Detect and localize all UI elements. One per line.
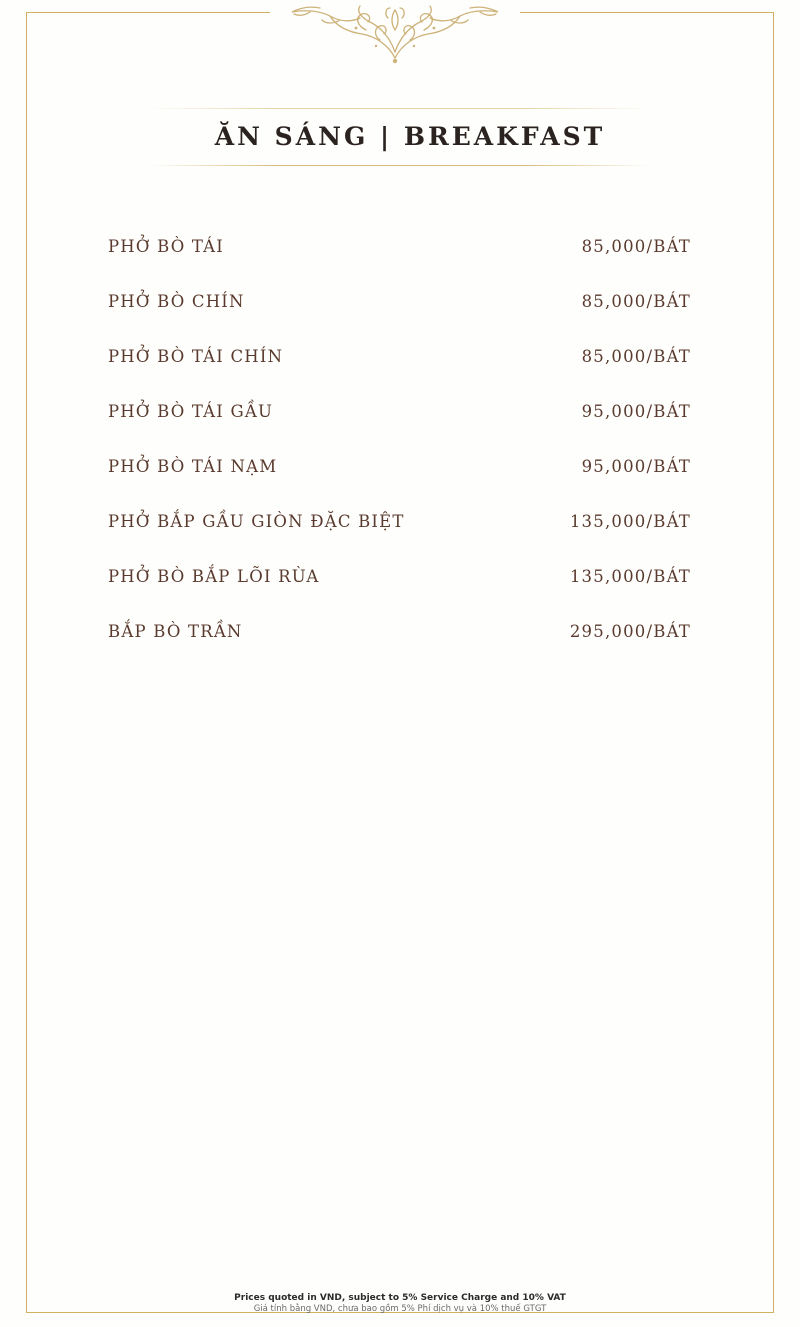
menu-item: [108, 621, 691, 676]
menu-item: [108, 236, 691, 291]
item-name: PHỞ BÒ TÁI CHÍN: [108, 347, 284, 366]
item-price: 95,000/BÁT: [581, 457, 691, 476]
item-price: 135,000/BÁT: [569, 567, 691, 586]
menu-item: [108, 291, 691, 346]
footnote-english: Prices quoted in VND, subject to 5% Service Charge and 10% VAT: [234, 1293, 566, 1303]
menu-item: [108, 456, 691, 511]
item-price: 85,000/BÁT: [581, 347, 691, 366]
heading-bottom-rule: [150, 165, 650, 166]
menu-item: [108, 346, 691, 401]
item-name: PHỞ BÒ TÁI NẠM: [108, 457, 278, 476]
item-price: 95,000/BÁT: [581, 402, 691, 421]
menu-item: [108, 566, 691, 621]
menu-item: [108, 511, 691, 566]
menu-list: [108, 236, 691, 676]
footnote-vietnamese: Giá tính bằng VND, chưa bao gồm 5% Phí dịch vụ và 10% thuế GTGT: [253, 1304, 547, 1314]
gold-filigree-ornament-icon: [270, 0, 520, 66]
item-price: 85,000/BÁT: [581, 237, 691, 256]
item-name: PHỞ BÒ CHÍN: [108, 292, 245, 311]
item-name: PHỞ BÒ BẮP LÕI RÙA: [108, 567, 320, 586]
item-name: PHỞ BÒ TÁI: [108, 237, 225, 256]
item-price: 85,000/BÁT: [581, 292, 691, 311]
item-name: PHỞ BÒ TÁI GẦU: [108, 402, 274, 421]
item-name: PHỞ BẮP GẦU GIÒN ĐẶC BIỆT: [108, 512, 405, 531]
price-footnote: [0, 1293, 800, 1315]
item-price: 295,000/BÁT: [569, 622, 691, 641]
item-name: BẮP BÒ TRẦN: [108, 622, 243, 641]
heading-top-rule: [150, 108, 650, 109]
page-title: ĂN SÁNG | BREAKFAST: [214, 122, 606, 151]
item-price: 135,000/BÁT: [569, 512, 691, 531]
menu-item: [108, 401, 691, 456]
